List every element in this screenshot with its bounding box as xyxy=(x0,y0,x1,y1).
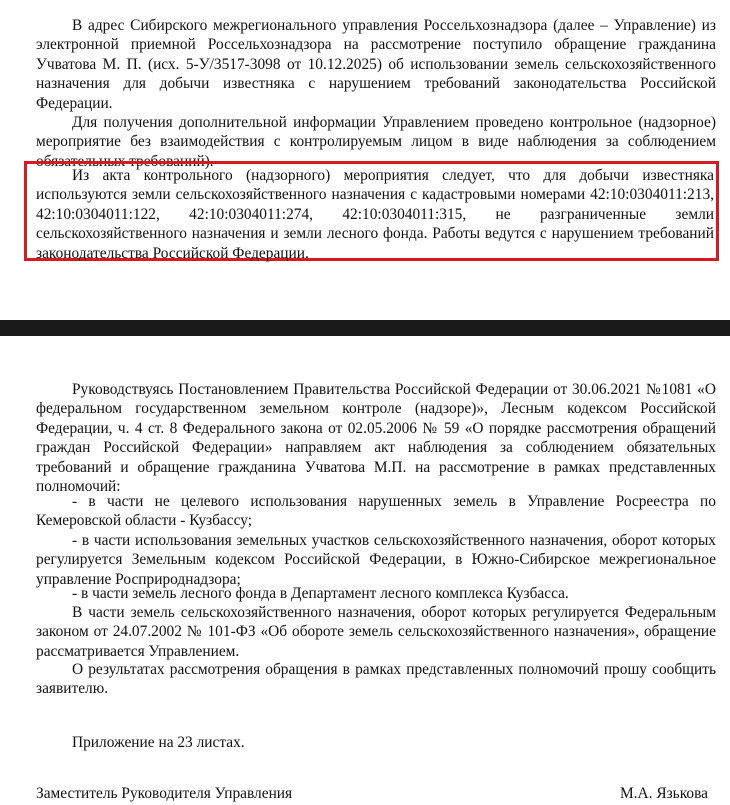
list-item-rosprirodnadzor: - в части использования земельных участков сельскохозяйственного назначения, оборот которых регулируется Земельным кодексом Российской Федерации, в Южно-Сибирское межрегиональное управление Росприроднадзора; xyxy=(36,532,716,588)
paragraph-legal-basis: Руководствуясь Постановлением Правительства Российской Федерации от 30.06.2021 №1081 «О федеральном государственном земельном контроле (надзоре)», Лесным кодексом Российской Федерации, ч. 4 ст. 8 Федерального закона от 02.05.2006 № 59 «О порядке рассмотрения обращений граждан Российской Федерации» направляем акт наблюдения за соблюдением обязательных требований и обращение гражданина Учватова М.П. на рассмотрение в рамках представленных полномочий: xyxy=(36,381,716,496)
paragraph-results-request: О результатах рассмотрения обращения в рамках представленных полномочий прошу сообщить заявителю. xyxy=(36,661,716,698)
paragraph-appeal-received: В адрес Сибирского межрегионального управления Россельхознадзора (далее – Управление) из электронной приемной Россельхознадзора на рассмотрение поступило обращение гражданина Учватова М. П. (исх. 5-У/3517-3098 от 10.12.2025) об использовании земель сельскохозяйственного назначения для добычи известняка с нарушением требований законодательства Российской Федерации. xyxy=(36,17,716,112)
page-separator xyxy=(0,320,730,336)
attachment-note: Приложение на 23 листах. xyxy=(72,734,245,751)
paragraph-inspection-act: Из акта контрольного (надзорного) мероприятия следует, что для добычи известняка используются земли сельскохозяйственного назначения с кадастровыми номерами 42:10:0304011:213, 42:10:0304011:122, 42:10:0304011:274, 42:10:0304011:315, не разграниченные земли сельскохозяйственного назначения и земли лесного фонда. Работы ведутся с нарушением требований законодательства Российской Федерации. xyxy=(36,167,714,262)
signature-position: Заместитель Руководителя Управления xyxy=(36,785,293,802)
paragraph-control-measure: Для получения дополнительной информации Управлением проведено контрольное (надзорное) мероприятие без взаимодействия с контролируемым лицом в виде наблюдения за соблюдением обязательных требований). xyxy=(36,114,716,170)
signature-name: М.А. Язькова xyxy=(620,785,708,802)
list-item-rosreestr: - в части не целевого использования нарушенных земель в Управление Росреестра по Кемеровской области - Кузбассу; xyxy=(36,493,716,530)
list-item-forestry: - в части земель лесного фонда в Департамент лесного комплекса Кузбасса. xyxy=(72,585,569,602)
document-page-1 xyxy=(0,0,730,318)
paragraph-agricultural-land: В части земель сельскохозяйственного назначения, оборот которых регулируется Федеральным законом от 24.07.2002 № 101-ФЗ «Об обороте земель сельскохозяйственного назначения», обращение рассматривается Управлением. xyxy=(36,604,716,660)
